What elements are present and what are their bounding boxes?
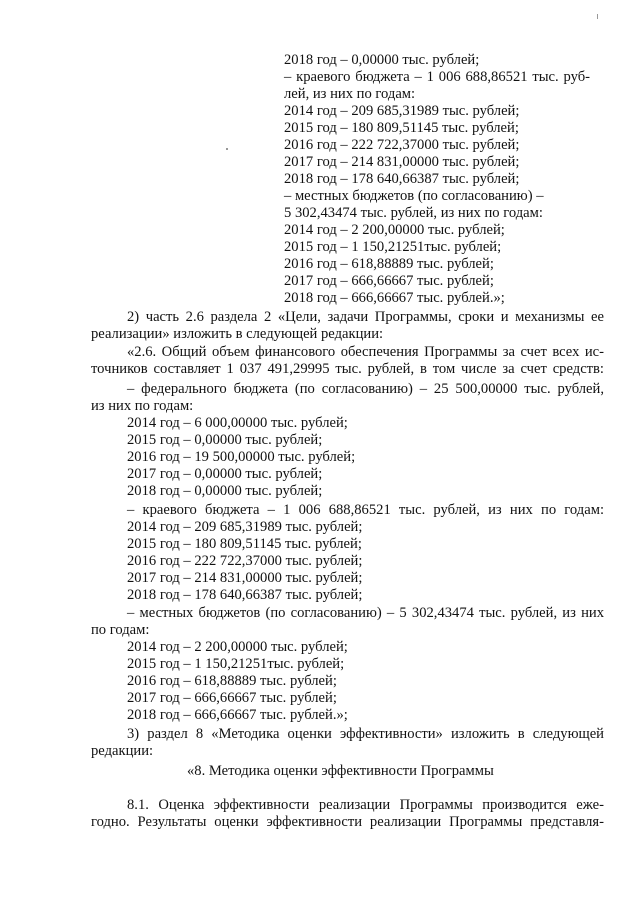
section-heading: «8. Методика оценки эффективности Программы xyxy=(187,763,494,779)
scan-mark xyxy=(597,14,598,19)
paragraph-8-1: годно. Результаты оценки эффективности реализации Программы представля- xyxy=(91,814,604,830)
federal-budget-line: – федерального бюджета (по согласованию) – 25 500,00000 тыс. рублей, xyxy=(127,381,604,397)
regional-year-line: 2017 год – 214 831,00000 тыс. рублей; xyxy=(127,570,363,586)
federal-year-line: 2014 год – 6 000,00000 тыс. рублей; xyxy=(127,415,348,431)
scan-speck xyxy=(226,148,228,150)
top-line: 2015 год – 180 809,51145 тыс. рублей; xyxy=(284,120,519,136)
local-year-line: 2016 год – 618,88889 тыс. рублей; xyxy=(127,673,337,689)
top-line: 2016 год – 222 722,37000 тыс. рублей; xyxy=(284,137,520,153)
item-2-text: 2) часть 2.6 раздела 2 «Цели, задачи Программы, сроки и механизмы ее xyxy=(127,309,604,325)
federal-budget-line: из них по годам: xyxy=(91,398,194,414)
regional-year-line: 2014 год – 209 685,31989 тыс. рублей; xyxy=(127,519,363,535)
top-line: 2014 год – 209 685,31989 тыс. рублей; xyxy=(284,103,520,119)
local-year-line: 2018 год – 666,66667 тыс. рублей.»; xyxy=(127,707,348,723)
federal-year-line: 2016 год – 19 500,00000 тыс. рублей; xyxy=(127,449,356,465)
item-3-text: редакции: xyxy=(91,743,154,759)
quote-text: точников составляет 1 037 491,29995 тыс. рублей, в том числе за счет средств: xyxy=(91,361,604,377)
item-3-text: 3) раздел 8 «Методика оценки эффективности» изложить в следующей xyxy=(127,726,604,742)
federal-year-line: 2017 год – 0,00000 тыс. рублей; xyxy=(127,466,323,482)
top-line: 2018 год – 0,00000 тыс. рублей; xyxy=(284,52,480,68)
local-year-line: 2017 год – 666,66667 тыс. рублей; xyxy=(127,690,337,706)
top-line: 2018 год – 666,66667 тыс. рублей.»; xyxy=(284,290,505,306)
paragraph-8-1: 8.1. Оценка эффективности реализации Программы производится еже- xyxy=(127,797,604,813)
top-line: 2018 год – 178 640,66387 тыс. рублей; xyxy=(284,171,520,187)
regional-budget-line: – краевого бюджета – 1 006 688,86521 тыс. рублей, из них по годам: xyxy=(127,502,604,518)
local-year-line: 2014 год – 2 200,00000 тыс. рублей; xyxy=(127,639,348,655)
top-line: – местных бюджетов (по согласованию) – xyxy=(284,188,544,204)
top-line: 2014 год – 2 200,00000 тыс. рублей; xyxy=(284,222,505,238)
local-year-line: 2015 год – 1 150,21251тыс. рублей; xyxy=(127,656,345,672)
top-line: 5 302,43474 тыс. рублей, из них по годам: xyxy=(284,205,543,221)
regional-year-line: 2015 год – 180 809,51145 тыс. рублей; xyxy=(127,536,362,552)
regional-year-line: 2018 год – 178 640,66387 тыс. рублей; xyxy=(127,587,363,603)
federal-year-line: 2018 год – 0,00000 тыс. рублей; xyxy=(127,483,323,499)
top-line: – краевого бюджета – 1 006 688,86521 тыс. руб- xyxy=(284,69,590,85)
federal-year-line: 2015 год – 0,00000 тыс. рублей; xyxy=(127,432,323,448)
top-line: 2017 год – 666,66667 тыс. рублей; xyxy=(284,273,494,289)
top-line: 2016 год – 618,88889 тыс. рублей; xyxy=(284,256,494,272)
regional-year-line: 2016 год – 222 722,37000 тыс. рублей; xyxy=(127,553,363,569)
item-2-text: реализации» изложить в следующей редакции: xyxy=(91,326,384,342)
quote-text: «2.6. Общий объем финансового обеспечения Программы за счет всех ис- xyxy=(127,344,604,360)
local-budget-line: – местных бюджетов (по согласованию) – 5 302,43474 тыс. рублей, из них xyxy=(127,605,604,621)
local-budget-line: по годам: xyxy=(91,622,150,638)
top-line: лей, из них по годам: xyxy=(284,86,416,102)
top-line: 2017 год – 214 831,00000 тыс. рублей; xyxy=(284,154,520,170)
top-line: 2015 год – 1 150,21251тыс. рублей; xyxy=(284,239,502,255)
